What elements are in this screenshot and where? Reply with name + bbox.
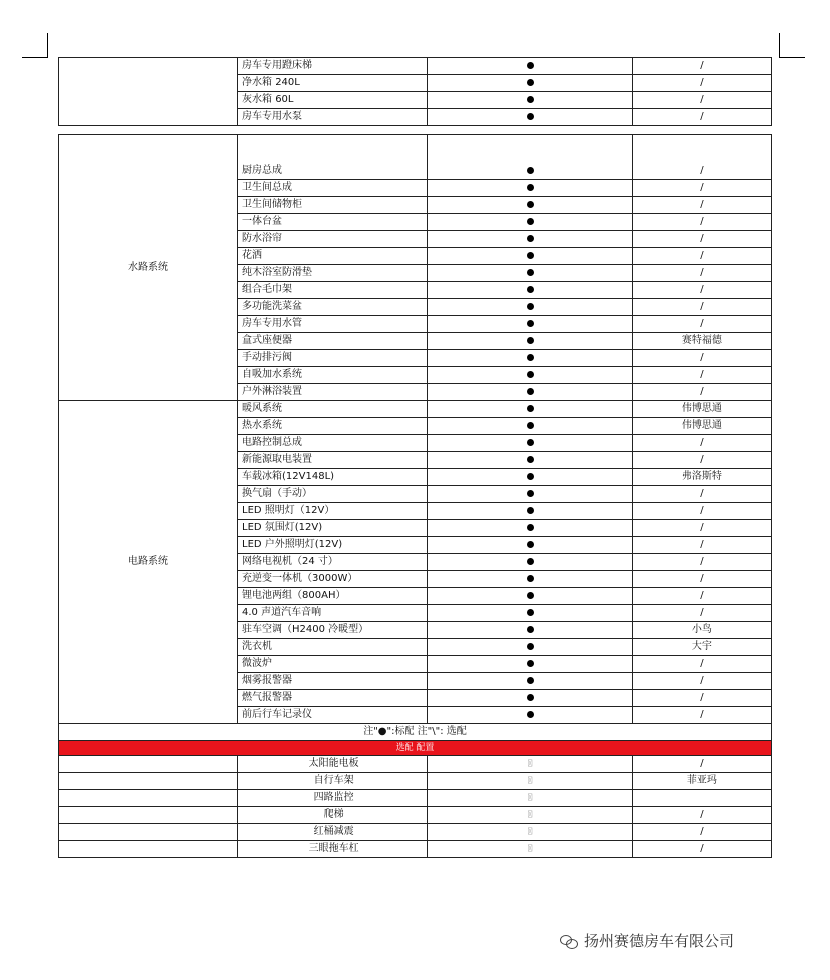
section-label (59, 58, 238, 126)
standard-cell (428, 622, 633, 639)
section-label: 电路系统 (59, 401, 238, 724)
brand-cell: / (632, 109, 771, 126)
brand-cell: / (632, 807, 771, 824)
standard-dot-icon (527, 456, 534, 463)
brand-cell: / (632, 824, 771, 841)
table-row (59, 790, 772, 807)
standard-cell (428, 109, 633, 126)
standard-dot-icon (527, 286, 534, 293)
brand-cell: 小鸟 (632, 622, 771, 639)
standard-dot-icon (527, 660, 534, 667)
item-name: 防水浴帘 (238, 231, 428, 248)
standard-dot-icon (527, 235, 534, 242)
brand-cell: / (632, 605, 771, 622)
table-row (59, 135, 772, 180)
optional-mark: 〿 (428, 773, 633, 790)
standard-dot-icon (527, 269, 534, 276)
standard-cell (428, 350, 633, 367)
standard-cell (428, 656, 633, 673)
standard-dot-icon (527, 490, 534, 497)
standard-cell (428, 231, 633, 248)
note-row (59, 724, 772, 741)
table-row (59, 824, 772, 841)
brand-cell: / (632, 588, 771, 605)
brand-cell: / (632, 231, 771, 248)
brand-cell: 弗洛斯特 (632, 469, 771, 486)
standard-cell (428, 520, 633, 537)
table-row (59, 807, 772, 824)
brand-cell: / (632, 452, 771, 469)
standard-cell (428, 605, 633, 622)
standard-dot-icon (527, 388, 534, 395)
brand-cell: / (632, 486, 771, 503)
standard-cell (428, 707, 633, 724)
brand-cell: / (632, 75, 771, 92)
standard-dot-icon (527, 337, 534, 344)
standard-cell (428, 588, 633, 605)
standard-dot-icon (527, 405, 534, 412)
brand-cell: / (632, 707, 771, 724)
item-name: 三眼拖车杠 (238, 841, 428, 858)
standard-cell (428, 316, 633, 333)
standard-cell (428, 452, 633, 469)
brand-cell: / (632, 248, 771, 265)
brand-cell: 菲亚玛 (632, 773, 771, 790)
standard-dot-icon (527, 184, 534, 191)
item-name: 自吸加水系统 (238, 367, 428, 384)
standard-dot-icon (527, 62, 534, 69)
optional-header-row (59, 741, 772, 756)
standard-cell (428, 639, 633, 656)
item-name: 净水箱 240L (238, 75, 428, 92)
item-name: 4.0 声道汽车音响 (238, 605, 428, 622)
brand-cell: / (632, 520, 771, 537)
brand-cell: 伟博思通 (632, 401, 771, 418)
standard-dot-icon (527, 626, 534, 633)
brand-cell: / (632, 656, 771, 673)
standard-cell (428, 690, 633, 707)
standard-cell (428, 58, 633, 75)
optional-mark: 〿 (428, 841, 633, 858)
wechat-icon (560, 934, 578, 948)
item-name: 微波炉 (238, 656, 428, 673)
brand-cell: / (632, 841, 771, 858)
item-name: 自行车架 (238, 773, 428, 790)
item-name: 纯木浴室防滑垫 (238, 265, 428, 282)
standard-dot-icon (527, 711, 534, 718)
brand-cell: / (632, 197, 771, 214)
brand-cell: / (632, 180, 771, 197)
item-name: 网络电视机（24 寸） (238, 554, 428, 571)
table-row (59, 58, 772, 75)
brand-cell: / (632, 690, 771, 707)
standard-cell (428, 503, 633, 520)
section-label: 水路系统 (59, 135, 238, 401)
standard-cell (428, 418, 633, 435)
standard-cell (428, 401, 633, 418)
spec-sheet (58, 57, 772, 858)
item-name: 太阳能电板 (238, 756, 428, 773)
optional-mark: 〿 (428, 824, 633, 841)
standard-cell (428, 673, 633, 690)
standard-cell (428, 384, 633, 401)
brand-cell: / (632, 92, 771, 109)
item-name: 洗衣机 (238, 639, 428, 656)
brand-cell: 大宇 (632, 639, 771, 656)
empty-cell (59, 807, 238, 824)
standard-cell (428, 92, 633, 109)
standard-dot-icon (527, 643, 534, 650)
optional-mark: 〿 (428, 756, 633, 773)
standard-dot-icon (527, 79, 534, 86)
item-name: 盒式座便器 (238, 333, 428, 350)
brand-cell: / (632, 265, 771, 282)
item-name: 房车专用水管 (238, 316, 428, 333)
standard-dot-icon (527, 575, 534, 582)
company-name: 扬州赛德房车有限公司 (584, 932, 735, 950)
item-name: 车载冰箱(12V148L) (238, 469, 428, 486)
brand-cell: / (632, 58, 771, 75)
standard-cell (428, 554, 633, 571)
brand-cell: 赛特福德 (632, 333, 771, 350)
item-name: 红桶减震 (238, 824, 428, 841)
standard-dot-icon (527, 320, 534, 327)
standard-cell (428, 486, 633, 503)
standard-dot-icon (527, 507, 534, 514)
standard-dot-icon (527, 524, 534, 531)
brand-cell: / (632, 214, 771, 231)
item-name: 热水系统 (238, 418, 428, 435)
standard-cell (428, 214, 633, 231)
item-name: 房车专用水泵 (238, 109, 428, 126)
item-name: 手动排污阀 (238, 350, 428, 367)
item-name: 锂电池两组（800AH） (238, 588, 428, 605)
item-name: LED 户外照明灯(12V) (238, 537, 428, 554)
item-name: 卫生间储物柜 (238, 197, 428, 214)
crop-mark-right-h (779, 57, 805, 58)
item-name: LED 氛围灯(12V) (238, 520, 428, 537)
standard-dot-icon (527, 96, 534, 103)
item-name: 电路控制总成 (238, 435, 428, 452)
footer-watermark (560, 930, 734, 951)
brand-cell: / (632, 316, 771, 333)
item-name: 一体台盆 (238, 214, 428, 231)
standard-cell (428, 333, 633, 350)
standard-cell (428, 299, 633, 316)
legend-note: 注"●":标配 注"\": 选配 (59, 724, 772, 741)
standard-dot-icon (527, 354, 534, 361)
standard-dot-icon (527, 473, 534, 480)
standard-cell (428, 180, 633, 197)
standard-cell (428, 469, 633, 486)
standard-cell (428, 435, 633, 452)
table-row (59, 841, 772, 858)
item-name: 充逆变一体机（3000W） (238, 571, 428, 588)
standard-cell (428, 265, 633, 282)
standard-dot-icon (527, 218, 534, 225)
brand-cell: / (632, 537, 771, 554)
standard-cell (428, 282, 633, 299)
standard-cell (428, 135, 633, 180)
crop-mark-right-v (779, 33, 780, 58)
item-name: 驻车空调（H2400 冷暖型） (238, 622, 428, 639)
brand-cell: / (632, 282, 771, 299)
brand-cell: / (632, 673, 771, 690)
standard-cell (428, 537, 633, 554)
item-name: 四路监控 (238, 790, 428, 807)
item-name: 多功能洗菜盆 (238, 299, 428, 316)
brand-cell: / (632, 135, 771, 180)
standard-dot-icon (527, 167, 534, 174)
crop-mark-left-v (47, 33, 48, 58)
spec-table (58, 57, 772, 858)
brand-cell: / (632, 350, 771, 367)
standard-dot-icon (527, 541, 534, 548)
standard-dot-icon (527, 694, 534, 701)
brand-cell: / (632, 571, 771, 588)
optional-mark: 〿 (428, 807, 633, 824)
standard-cell (428, 197, 633, 214)
table-row (59, 756, 772, 773)
brand-cell: / (632, 299, 771, 316)
standard-dot-icon (527, 422, 534, 429)
table-row (59, 773, 772, 790)
item-name: 前后行车记录仪 (238, 707, 428, 724)
standard-cell (428, 571, 633, 588)
standard-dot-icon (527, 592, 534, 599)
optional-mark: 〿 (428, 790, 633, 807)
empty-cell (59, 841, 238, 858)
standard-dot-icon (527, 558, 534, 565)
item-name: 厨房总成 (238, 135, 428, 180)
item-name: 组合毛巾架 (238, 282, 428, 299)
standard-dot-icon (527, 677, 534, 684)
empty-cell (59, 756, 238, 773)
item-name: 燃气报警器 (238, 690, 428, 707)
item-name: LED 照明灯（12V） (238, 503, 428, 520)
empty-cell (59, 824, 238, 841)
gap-cell (59, 126, 772, 135)
standard-dot-icon (527, 371, 534, 378)
empty-cell (59, 773, 238, 790)
standard-dot-icon (527, 439, 534, 446)
item-name: 灰水箱 60L (238, 92, 428, 109)
standard-cell (428, 367, 633, 384)
standard-dot-icon (527, 609, 534, 616)
item-name: 卫生间总成 (238, 180, 428, 197)
standard-cell (428, 248, 633, 265)
brand-cell (632, 790, 771, 807)
empty-cell (59, 790, 238, 807)
section-gap (59, 126, 772, 135)
standard-dot-icon (527, 201, 534, 208)
item-name: 户外淋浴装置 (238, 384, 428, 401)
item-name: 爬梯 (238, 807, 428, 824)
standard-dot-icon (527, 303, 534, 310)
crop-mark-left-h (22, 57, 48, 58)
standard-dot-icon (527, 252, 534, 259)
brand-cell: / (632, 554, 771, 571)
table-row (59, 401, 772, 418)
item-name: 花洒 (238, 248, 428, 265)
standard-dot-icon (527, 113, 534, 120)
item-name: 新能源取电装置 (238, 452, 428, 469)
item-name: 烟雾报警器 (238, 673, 428, 690)
brand-cell: 伟博思通 (632, 418, 771, 435)
item-name: 房车专用蹬床梯 (238, 58, 428, 75)
brand-cell: / (632, 367, 771, 384)
brand-cell: / (632, 384, 771, 401)
item-name: 换气扇（手动） (238, 486, 428, 503)
optional-header: 选配 配置 (59, 741, 772, 756)
standard-cell (428, 75, 633, 92)
item-name: 暖风系统 (238, 401, 428, 418)
brand-cell: / (632, 503, 771, 520)
brand-cell: / (632, 756, 771, 773)
brand-cell: / (632, 435, 771, 452)
